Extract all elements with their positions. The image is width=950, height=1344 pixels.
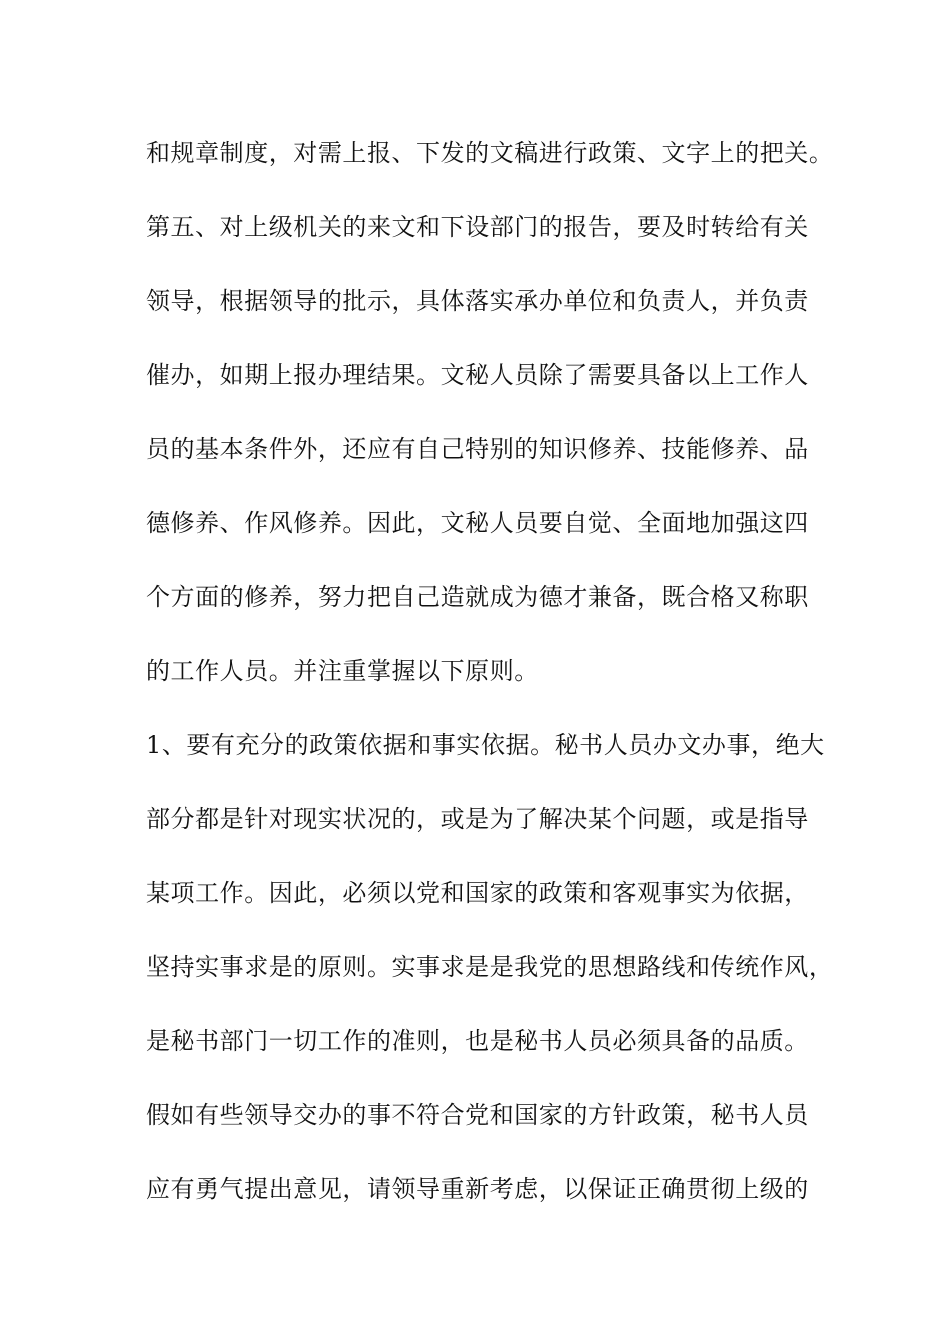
text-line: 和规章制度，对需上报、下发的文稿进行政策、文字上的把关。 [146,139,834,167]
text-line: 员的基本条件外，还应有自己特别的知识修养、技能修养、品 [146,435,809,463]
text-line: 1、要有充分的政策依据和事实依据。秘书人员办文办事，绝大 [146,731,825,759]
text-line: 个方面的修养，努力把自己造就成为德才兼备，既合格又称职 [146,583,809,611]
text-line: 应有勇气提出意见，请领导重新考虑，以保证正确贯彻上级的 [146,1175,809,1203]
text-line: 假如有些领导交办的事不符合党和国家的方针政策，秘书人员 [146,1101,809,1129]
text-line: 部分都是针对现实状况的，或是为了解决某个问题，或是指导 [146,805,809,833]
text-line: 是秘书部门一切工作的准则，也是秘书人员必须具备的品质。 [146,1027,809,1055]
body-text [146,128,834,1238]
text-line: 德修养、作风修养。因此，文秘人员要自觉、全面地加强这四 [146,509,809,537]
text-line: 坚持实事求是的原则。实事求是是我党的思想路线和传统作风， [146,953,834,981]
text-line: 催办，如期上报办理结果。文秘人员除了需要具备以上工作人 [146,361,809,389]
text-line: 领导，根据领导的批示，具体落实承办单位和负责人，并负责 [146,287,809,315]
text-line: 的工作人员。并注重掌握以下原则。 [146,657,539,685]
text-line: 第五、对上级机关的来文和下设部门的报告，要及时转给有关 [146,213,809,241]
text-line: 某项工作。因此，必须以党和国家的政策和客观事实为依据， [146,879,809,907]
